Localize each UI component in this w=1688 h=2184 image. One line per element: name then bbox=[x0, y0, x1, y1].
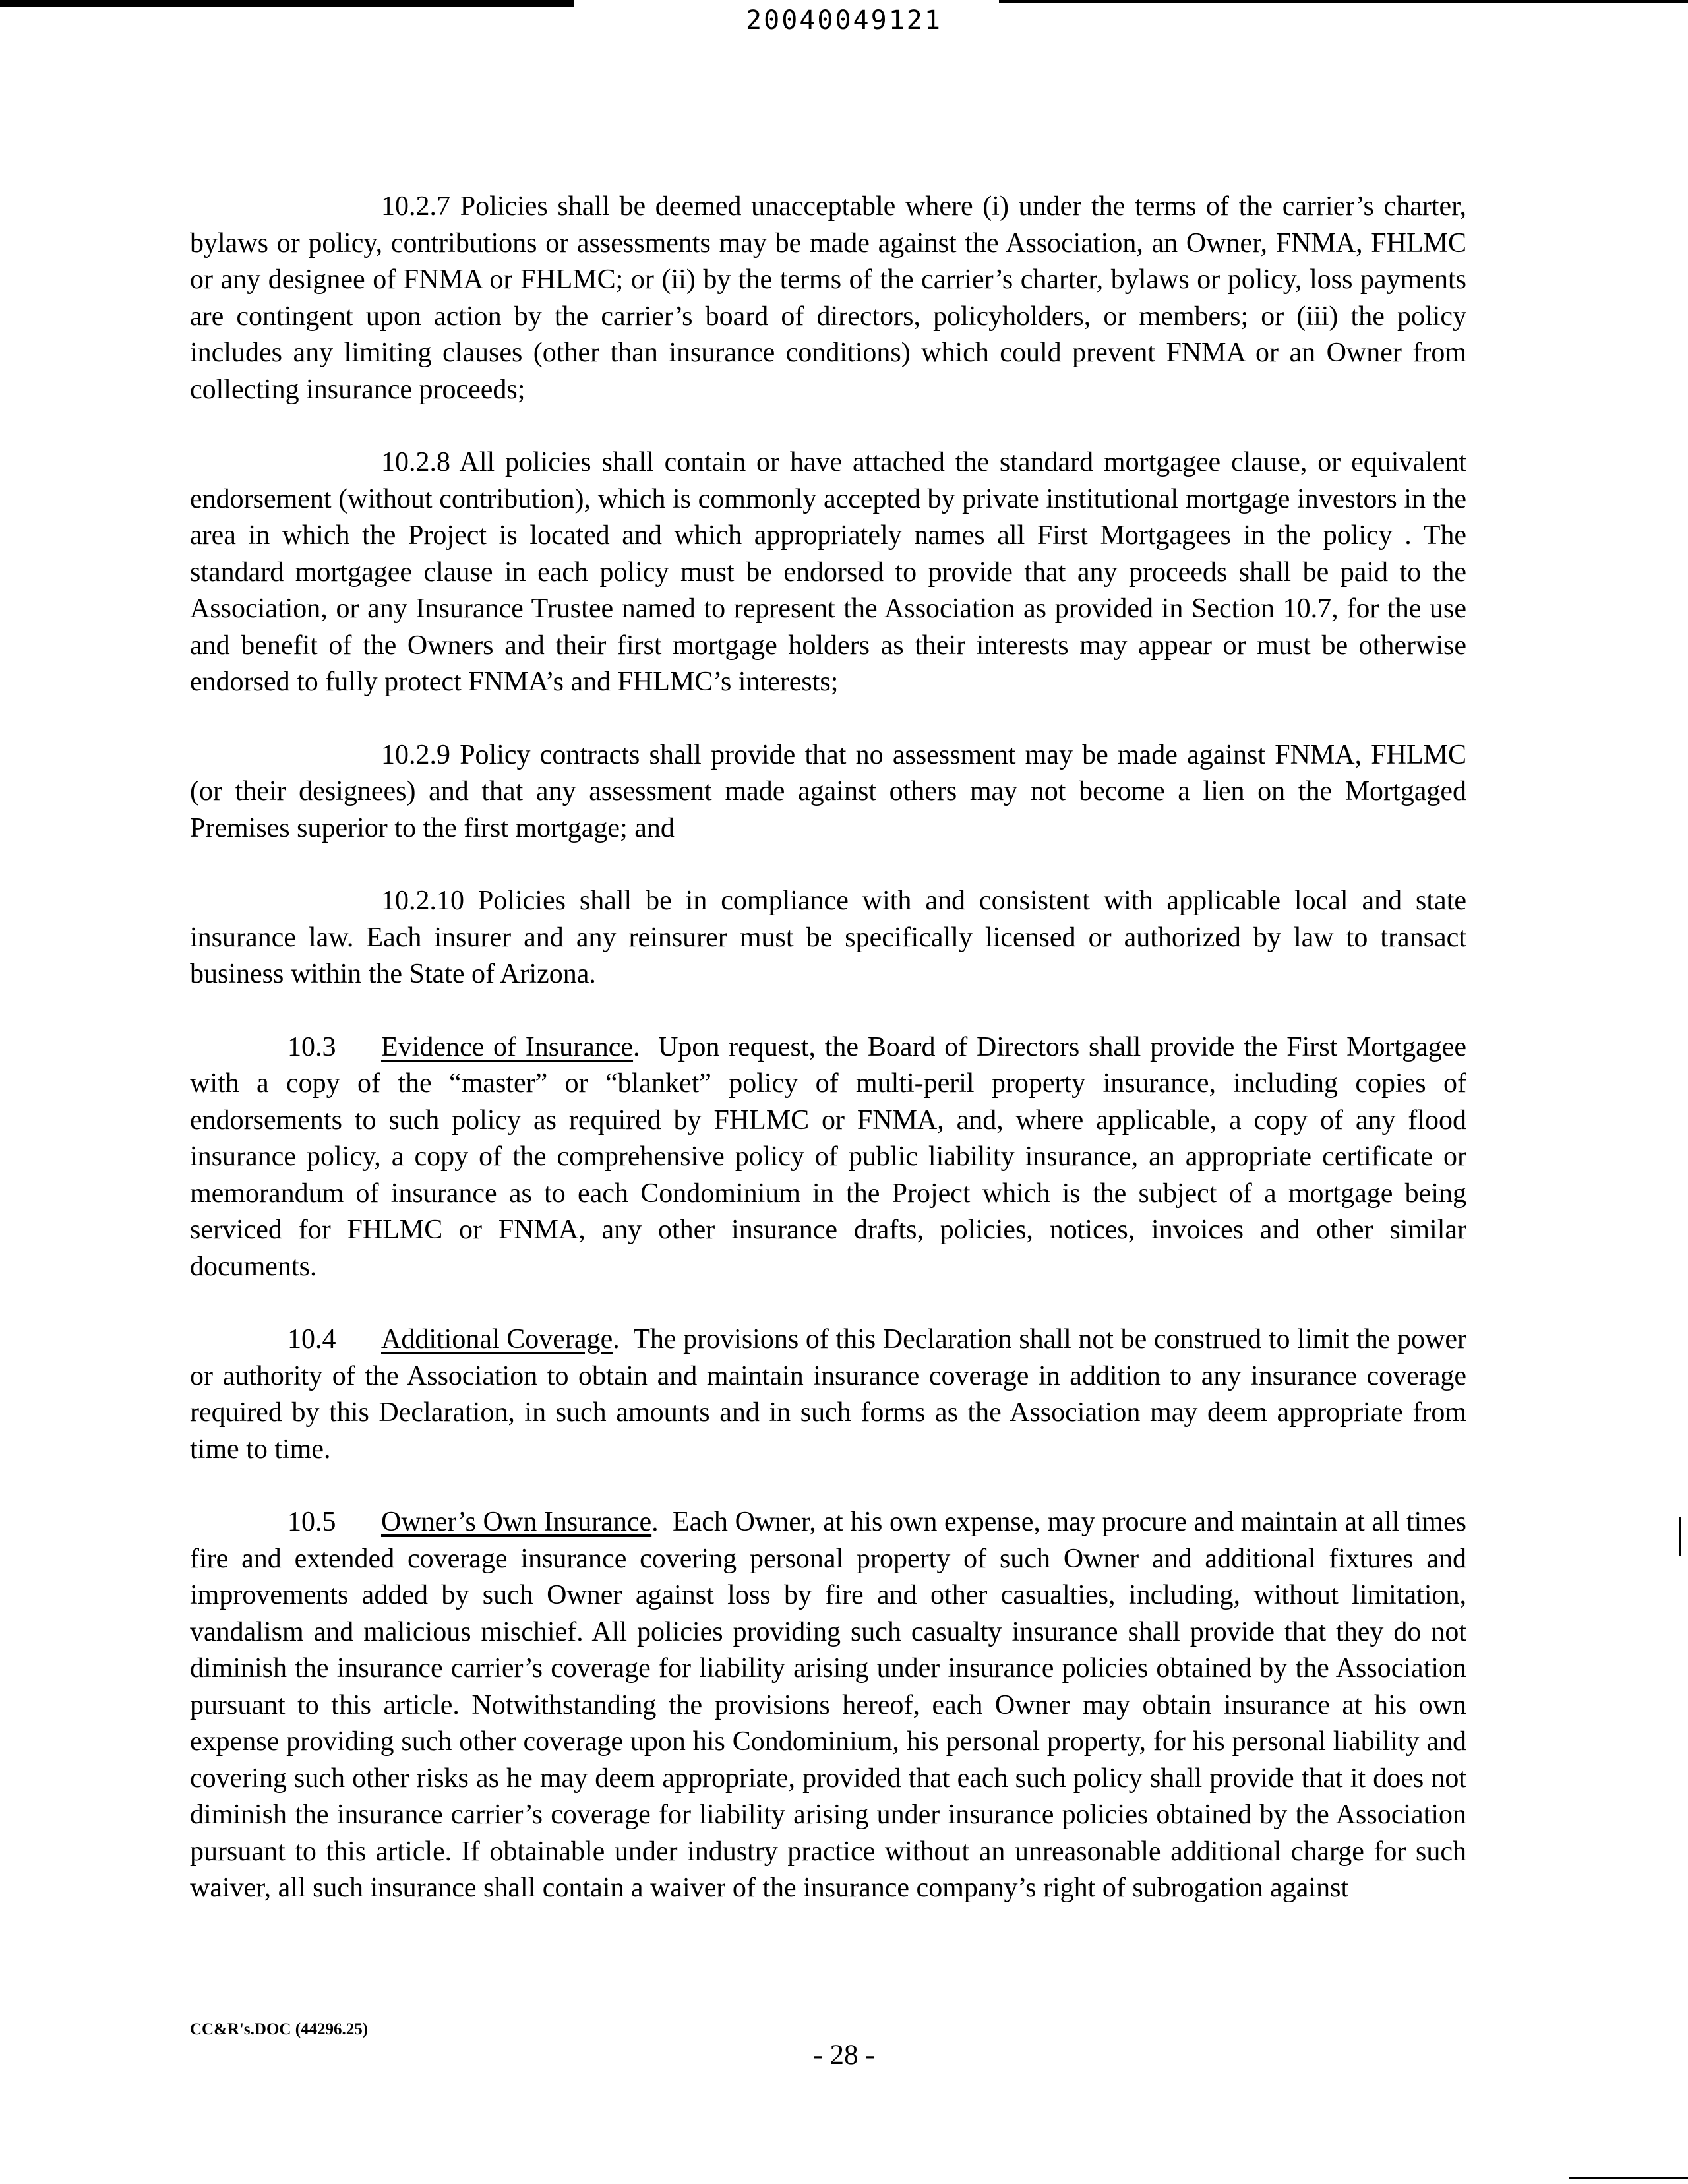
paragraph-text: The provisions of this Declaration shall not be construed to limit the power or authority of the Association to obtain and maintain insurance coverage in addition to any insurance coverage required by this Declaration, in such amounts and in such forms as the Association may deem appropriate from time to time. bbox=[190, 1324, 1466, 1465]
bottom-right-rule bbox=[1569, 2177, 1688, 2179]
paragraph-text: Policies shall be deemed unacceptable where (i) under the terms of the carrier’s charter, bylaws or policy, contributions or assessments may be made against the Association, an Owner, FNMA, FHLMC or any designee of FNMA or FHLMC; or (ii) by the terms of the carrier’s charter, bylaws or policy, loss payments are contingent upon action by the carrier’s board of directors, policyholders, or members; or (iii) the policy includes any limiting clauses (other than insurance conditions) which could prevent FNMA or an Owner from collecting insurance proceeds; bbox=[190, 191, 1466, 405]
paragraph-number: 10.2.9 bbox=[381, 739, 450, 770]
top-right-rule bbox=[999, 0, 1688, 3]
paragraph-10-2-10 bbox=[190, 883, 1466, 993]
paragraph-number: 10.2.8 bbox=[381, 447, 450, 477]
paragraph-text: Upon request, the Board of Directors shall provide the First Mortgagee with a copy of the “master” or “blanket” policy of multi-peril property insurance, including copies of endorsements to such policy as required by FHLMC or FNMA, and, where applicable, a copy of any flood insurance policy, a copy of the comprehensive policy of public liability insurance, an appropriate certificate or memorandum of insurance as to each Condominium in the Project which is the subject of a mortgage being serviced for FHLMC or FNMA, any other insurance drafts, policies, notices, invoices and other similar documents. bbox=[190, 1031, 1466, 1282]
paragraph-10-2-8 bbox=[190, 444, 1466, 701]
paragraph-text: Policies shall be in compliance with and consistent with applicable local and state insurance law. Each insurer and any reinsurer must be specifically licensed or authorized by law to transact business within the State of Arizona. bbox=[190, 886, 1467, 989]
paragraph-text: Each Owner, at his own expense, may procure and maintain at all times fire and extended coverage insurance covering personal property of such Owner and additional fixtures and improvements added by such Owner against loss by fire and other casualties, including, without limitation, vandalism and malicious mischief. All policies providing such casualty insurance shall provide that they do not diminish the insurance carrier’s coverage for liability arising under insurance policies obtained by the Association pursuant to this article. Notwithstanding the provisions hereof, each Owner may obtain insurance at his own expense providing such other coverage upon his Condominium, his personal property, for his personal liability and covering such other risks as he may deem appropriate, provided that each such policy shall provide that it does not diminish the insurance carrier’s coverage for liability arising under insurance policies obtained by the Association pursuant to this article. If obtainable under industry practice without an unreasonable additional charge for such waiver, all such insurance shall contain a waiver of the insurance company’s right of subrogation against bbox=[190, 1507, 1467, 1903]
section-heading: Additional Coverage bbox=[381, 1324, 613, 1354]
section-heading: Evidence of Insurance bbox=[381, 1031, 634, 1062]
paragraph-10-2-9 bbox=[190, 737, 1466, 847]
paragraph-number: 10.2.7 bbox=[381, 191, 450, 222]
document-body bbox=[190, 189, 1466, 1943]
section-number: 10.4 bbox=[287, 1324, 336, 1354]
paragraph-10-4: 10.4 Additional Coverage. The provisions of this Declaration shall not be construed to limit the power or authority of the Association to obtain and maintain insurance coverage in addition to any insurance coverage required by this Declaration, in such amounts and in such forms as the Association may deem appropriate from time to time. bbox=[190, 1321, 1466, 1468]
section-number: 10.3 bbox=[287, 1031, 336, 1062]
paragraph-text: Policy contracts shall provide that no assessment may be made against FNMA, FHLMC (or their designees) and that any assessment made against others may not become a lien on the Mortgaged Premises superior to the first mortgage; and bbox=[190, 739, 1466, 843]
paragraph-text: All policies shall contain or have attached the standard mortgagee clause, or equivalent endorsement (without contribution), which is commonly accepted by private institutional mortgage investors in the area in which the Project is located and which appropriately names all First Mortgagees in the policy . The standard mortgagee clause in each policy must be endorsed to provide that any proceeds shall be paid to the Association, or any Insurance Trustee named to represent the Association as provided in Section 10.7, for the use and benefit of the Owners and their first mortgage holders as their interests may appear or must be otherwise endorsed to fully protect FNMA’s and FHLMC’s interests; bbox=[190, 447, 1467, 697]
page-number: - 28 - bbox=[813, 2040, 875, 2071]
document-number: 20040049121 bbox=[746, 5, 942, 36]
footer-document-id: CC&R's.DOC (44296.25) bbox=[190, 2020, 369, 2038]
paragraph-number: 10.2.10 bbox=[381, 886, 464, 916]
section-number: 10.5 bbox=[287, 1507, 336, 1537]
paragraph-10-2-7 bbox=[190, 189, 1466, 408]
paragraph-10-3: 10.3 Evidence of Insurance. Upon request, the Board of Directors shall provide the First Mortgagee with a copy of the “master” or “blanket” policy of multi-peril property insurance, including copies of endorsements to such policy as required by FHLMC or FNMA, and, where applicable, a copy of any flood insurance policy, a copy of the comprehensive policy of public liability insurance, an appropriate certificate or memorandum of insurance as to each Condominium in the Project which is the subject of a mortgage being serviced for FHLMC or FNMA, any other insurance drafts, policies, notices, invoices and other similar documents. bbox=[190, 1029, 1466, 1286]
scan-margin-mark bbox=[1679, 1517, 1681, 1556]
paragraph-10-5: 10.5 Owner’s Own Insurance. Each Owner, at his own expense, may procure and maintain at all times fire and extended coverage insurance covering personal property of such Owner and additional fixtures and improvements added by such Owner against loss by fire and other casualties, including, without limitation, vandalism and malicious mischief. All policies providing such casualty insurance shall provide that they do not diminish the insurance carrier’s coverage for liability arising under insurance policies obtained by the Association pursuant to this article. Notwithstanding the provisions hereof, each Owner may obtain insurance at his own expense providing such other coverage upon his Condominium, his personal property, for his personal liability and covering such other risks as he may deem appropriate, provided that each such policy shall provide that it does not diminish the insurance carrier’s coverage for liability arising under insurance policies obtained by the Association pursuant to this article. If obtainable under industry practice without an unreasonable additional charge for such waiver, all such insurance shall contain a waiver of the insurance company’s right of subrogation against bbox=[190, 1504, 1466, 1907]
section-heading: Owner’s Own Insurance bbox=[381, 1507, 652, 1537]
